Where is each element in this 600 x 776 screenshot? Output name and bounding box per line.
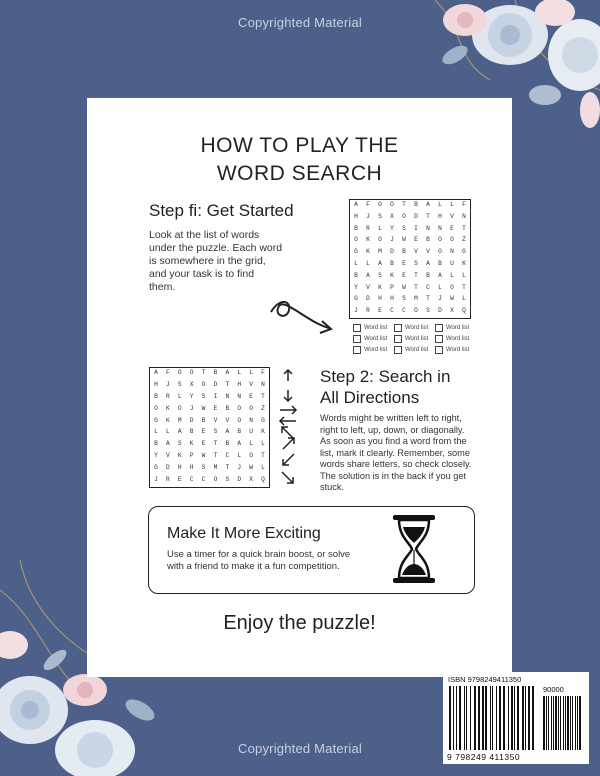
grid-letter[interactable]: J: [154, 476, 158, 484]
grid-letter[interactable]: T: [426, 212, 430, 220]
grid-letter[interactable]: Y: [354, 283, 358, 291]
grid-letter[interactable]: E: [450, 224, 454, 232]
grid-letter[interactable]: Y: [189, 392, 194, 400]
grid-letter[interactable]: N: [462, 212, 466, 220]
grid-letter[interactable]: J: [438, 295, 442, 303]
grid-letter[interactable]: R: [366, 224, 370, 232]
grid-letter[interactable]: P: [189, 452, 194, 460]
step2-heading-line: Step 2: Search in: [320, 367, 451, 386]
grid-letter[interactable]: K: [378, 283, 382, 291]
grid-letter[interactable]: C: [426, 283, 430, 291]
grid-letter[interactable]: R: [165, 392, 170, 400]
grid-letter[interactable]: L: [249, 440, 253, 448]
grid-letter[interactable]: H: [189, 464, 194, 472]
enjoy-text: Enjoy the puzzle!: [223, 612, 376, 634]
grid-letter[interactable]: T: [462, 224, 466, 232]
word-list-item[interactable]: Word list: [394, 333, 435, 344]
grid-letter[interactable]: L: [354, 260, 358, 267]
grid-letter[interactable]: W: [402, 283, 406, 291]
grid-letter[interactable]: C: [201, 476, 206, 484]
grid-letter[interactable]: V: [213, 416, 218, 424]
step1-heading: Step fi: Get Started: [149, 201, 294, 220]
grid-letter[interactable]: F: [462, 201, 466, 208]
grid-letter[interactable]: C: [189, 476, 194, 484]
grid-letter[interactable]: G: [354, 295, 358, 303]
word-list-item[interactable]: Word list: [394, 344, 435, 355]
grid-letter[interactable]: W: [450, 295, 454, 303]
grid-letter[interactable]: E: [378, 307, 382, 315]
step1-line: them.: [149, 281, 176, 293]
grid-letter[interactable]: L: [438, 201, 442, 208]
grid-letter[interactable]: T: [225, 464, 230, 472]
grid-letter[interactable]: T: [261, 392, 265, 400]
grid-letter[interactable]: W: [201, 404, 206, 412]
grid-letter[interactable]: O: [378, 236, 382, 244]
grid-letter[interactable]: B: [237, 428, 242, 436]
grid-letter[interactable]: H: [390, 295, 394, 303]
grid-letter[interactable]: I: [414, 224, 418, 232]
word-list-item[interactable]: Word list: [394, 322, 435, 333]
grid-letter[interactable]: V: [165, 452, 170, 460]
grid-letter[interactable]: H: [177, 464, 182, 472]
grid-letter[interactable]: S: [378, 271, 382, 279]
grid-letter[interactable]: M: [213, 464, 218, 472]
grid-letter[interactable]: N: [249, 416, 253, 424]
grid-letter[interactable]: D: [438, 307, 442, 315]
grid-letter[interactable]: N: [261, 380, 265, 388]
grid-letter[interactable]: E: [201, 440, 206, 448]
grid-letter[interactable]: L: [462, 271, 466, 279]
step2-line: As soon as you find a word from the: [320, 436, 467, 446]
step2-line: Words might be written left to right,: [320, 413, 462, 423]
grid-letter[interactable]: N: [426, 224, 430, 232]
grid-letter[interactable]: C: [390, 307, 394, 315]
excite-line: Use a timer for a quick brain boost, or solve: [167, 549, 351, 560]
grid-letter[interactable]: N: [225, 392, 230, 400]
grid-letter[interactable]: T: [462, 283, 466, 291]
step2-line: list, mark it clearly. Remember, some: [320, 447, 470, 458]
excite-line: with a friend to make it a fun competition.: [167, 561, 340, 572]
step1-line: Look at the list of words: [149, 229, 260, 241]
grid-letter[interactable]: S: [225, 476, 230, 484]
grid-letter[interactable]: T: [213, 440, 218, 448]
grid-letter[interactable]: B: [225, 440, 230, 448]
direction-arrows-icon: [277, 368, 299, 492]
grid-letter[interactable]: L: [378, 224, 382, 232]
grid-letter[interactable]: T: [402, 201, 406, 208]
grid-letter[interactable]: X: [450, 307, 454, 315]
hourglass-icon: [389, 513, 439, 585]
grid-letter[interactable]: N: [438, 224, 442, 232]
word-list: [353, 322, 476, 355]
grid-letter[interactable]: W: [249, 464, 253, 472]
word-list-item[interactable]: Word list: [435, 344, 476, 355]
title-line-2: WORD SEARCH: [216, 162, 383, 185]
grid-letter[interactable]: B: [354, 271, 358, 279]
grid-letter[interactable]: G: [261, 416, 265, 424]
grid-letter[interactable]: O: [438, 236, 442, 244]
grid-letter[interactable]: B: [414, 201, 418, 208]
grid-letter[interactable]: A: [154, 369, 158, 376]
grid-letter[interactable]: G: [462, 248, 466, 256]
grid-letter[interactable]: O: [450, 283, 454, 291]
grid-letter[interactable]: O: [213, 476, 218, 484]
step2-heading: [320, 366, 450, 408]
grid-letter[interactable]: Y: [154, 452, 158, 460]
grid-letter[interactable]: W: [402, 236, 406, 244]
grid-letter[interactable]: H: [237, 380, 242, 388]
grid-letter[interactable]: X: [390, 212, 394, 220]
grid-letter[interactable]: S: [378, 212, 382, 220]
grid-letter[interactable]: S: [201, 392, 206, 400]
grid-letter[interactable]: E: [201, 428, 206, 436]
grid-letter[interactable]: A: [426, 201, 430, 208]
checkbox[interactable]: [394, 335, 402, 343]
grid-letter[interactable]: L: [177, 392, 182, 400]
grid-letter[interactable]: S: [402, 224, 406, 232]
grid-letter[interactable]: K: [261, 428, 265, 436]
grid-letter[interactable]: K: [366, 236, 370, 244]
grid-letter[interactable]: B: [390, 260, 394, 267]
grid-letter[interactable]: J: [354, 307, 358, 315]
grid-letter[interactable]: F: [366, 201, 370, 208]
grid-letter[interactable]: X: [249, 476, 253, 484]
grid-letter[interactable]: E: [402, 271, 406, 279]
grid-letter[interactable]: L: [237, 452, 242, 460]
step2-line: words share letters, so check closely.: [320, 459, 472, 469]
grid-letter[interactable]: U: [249, 428, 253, 436]
grid-letter[interactable]: A: [225, 428, 230, 436]
excite-title: Make It More Exciting: [167, 525, 321, 542]
grid-letter[interactable]: O: [450, 236, 454, 244]
word-list-item[interactable]: Word list: [353, 322, 394, 333]
grid-letter[interactable]: L: [450, 201, 454, 208]
step1-text: [149, 229, 319, 294]
grid-letter[interactable]: O: [402, 212, 406, 220]
grid-letter[interactable]: T: [414, 271, 418, 279]
word-search-grid-1: [349, 199, 471, 319]
grid-letter[interactable]: Q: [462, 307, 466, 315]
grid-letter[interactable]: G: [354, 248, 358, 256]
checkbox[interactable]: [353, 324, 361, 332]
grid-letter[interactable]: L: [450, 271, 454, 279]
grid-letter[interactable]: R: [366, 307, 370, 315]
grid-letter[interactable]: Y: [390, 224, 394, 232]
grid-letter[interactable]: Z: [261, 404, 265, 412]
checkbox[interactable]: [435, 324, 443, 332]
grid-letter[interactable]: T: [201, 369, 206, 376]
grid-letter[interactable]: O: [237, 404, 242, 412]
grid-letter[interactable]: L: [438, 283, 442, 291]
instructions-panel: [87, 98, 512, 677]
step2-line: stuck.: [320, 482, 344, 492]
grid-letter[interactable]: I: [213, 392, 218, 400]
grid-letter[interactable]: O: [154, 404, 158, 412]
grid-letter[interactable]: B: [154, 392, 158, 400]
grid-letter[interactable]: M: [414, 295, 418, 303]
grid-letter[interactable]: A: [366, 271, 370, 279]
grid-letter[interactable]: S: [201, 464, 206, 472]
grid-letter[interactable]: O: [354, 236, 358, 244]
grid-letter[interactable]: E: [177, 476, 182, 484]
grid-letter[interactable]: J: [189, 404, 194, 412]
word-list-item[interactable]: Word list: [353, 333, 394, 344]
grid-letter[interactable]: V: [426, 248, 430, 256]
grid-letter[interactable]: H: [154, 380, 158, 388]
grid-letter[interactable]: D: [237, 476, 242, 484]
barcode-number: 9 798249 411350: [447, 752, 521, 762]
grid-letter[interactable]: L: [154, 428, 158, 436]
watermark-bottom: Copyrighted Material: [238, 741, 362, 756]
grid-letter[interactable]: O: [201, 380, 206, 388]
grid-letter[interactable]: C: [402, 307, 406, 315]
grid-letter[interactable]: D: [189, 416, 194, 424]
grid-letter[interactable]: A: [237, 440, 242, 448]
grid-letter[interactable]: O: [438, 248, 442, 256]
grid-letter[interactable]: B: [225, 404, 230, 412]
grid-letter[interactable]: L: [366, 260, 370, 267]
word-list-item[interactable]: Word list: [435, 322, 476, 333]
grid-letter[interactable]: A: [378, 260, 382, 267]
grid-letter[interactable]: T: [414, 283, 418, 291]
grid-letter[interactable]: S: [177, 440, 182, 448]
grid-letter[interactable]: K: [165, 404, 170, 412]
title-line-1: HOW TO PLAY THE: [200, 134, 399, 157]
word-list-item[interactable]: Word list: [435, 333, 476, 344]
grid-letter[interactable]: L: [165, 428, 170, 436]
grid-letter[interactable]: E: [414, 236, 418, 244]
grid-letter[interactable]: W: [201, 452, 206, 460]
excite-text: [167, 549, 367, 573]
grid-letter[interactable]: V: [414, 248, 418, 256]
step2-line: The solution is in the back if you get: [320, 470, 467, 481]
grid-letter[interactable]: G: [154, 464, 158, 472]
grid-letter[interactable]: L: [261, 440, 265, 448]
grid-letter[interactable]: L: [462, 295, 466, 303]
grid-letter[interactable]: S: [414, 260, 418, 267]
grid-letter[interactable]: N: [237, 392, 242, 400]
grid-letter[interactable]: J: [390, 236, 394, 244]
grid-letter[interactable]: D: [213, 380, 218, 388]
checkbox[interactable]: [394, 324, 402, 332]
grid-letter[interactable]: S: [402, 295, 406, 303]
page-title: [87, 132, 512, 188]
step2-line: right to left, up, down, or diagonally.: [320, 424, 465, 435]
grid-letter[interactable]: R: [165, 476, 170, 484]
grid-letter[interactable]: V: [249, 380, 253, 388]
grid-letter[interactable]: A: [165, 440, 170, 448]
grid-letter[interactable]: K: [462, 260, 466, 267]
grid-letter[interactable]: E: [402, 260, 406, 267]
grid-letter[interactable]: J: [366, 212, 370, 220]
grid-letter[interactable]: P: [390, 283, 394, 291]
grid-letter[interactable]: N: [450, 248, 454, 256]
grid-letter[interactable]: O: [177, 369, 182, 376]
grid-letter[interactable]: K: [390, 271, 394, 279]
grid-letter[interactable]: A: [354, 201, 358, 208]
checkbox[interactable]: [435, 346, 443, 354]
grid-letter[interactable]: U: [450, 260, 454, 267]
checkbox[interactable]: [394, 346, 402, 354]
grid-letter[interactable]: D: [366, 295, 370, 303]
grid-letter[interactable]: V: [366, 283, 370, 291]
grid-letter[interactable]: D: [414, 212, 418, 220]
grid-letter[interactable]: O: [249, 452, 253, 460]
word-list-item[interactable]: Word list: [353, 344, 394, 355]
checkbox[interactable]: [353, 335, 361, 343]
grid-letter[interactable]: T: [225, 380, 230, 388]
grid-letter[interactable]: J: [237, 464, 242, 472]
grid-letter[interactable]: K: [165, 416, 170, 424]
grid-letter[interactable]: F: [165, 369, 170, 376]
grid-letter[interactable]: A: [225, 369, 230, 376]
grid-letter[interactable]: T: [426, 295, 430, 303]
grid-letter[interactable]: O: [414, 307, 418, 315]
step1-line: is somewhere in the grid,: [149, 255, 266, 267]
step2-heading-line: All Directions: [320, 388, 420, 407]
grid-letter[interactable]: D: [390, 248, 394, 256]
grid-letter[interactable]: B: [402, 248, 406, 256]
grid-letter[interactable]: B: [426, 236, 430, 244]
grid-letter[interactable]: V: [225, 416, 230, 424]
grid-letter[interactable]: A: [438, 271, 442, 279]
grid-letter[interactable]: K: [177, 452, 182, 460]
step2-text: [320, 413, 510, 494]
grid-letter[interactable]: L: [249, 369, 253, 376]
grid-letter[interactable]: S: [177, 380, 182, 388]
grid-letter[interactable]: S: [213, 428, 218, 436]
grid-letter[interactable]: O: [249, 404, 253, 412]
make-it-exciting-box: [148, 506, 475, 594]
grid-letter[interactable]: T: [261, 452, 265, 460]
grid-letter[interactable]: E: [213, 404, 218, 412]
grid-letter[interactable]: M: [378, 248, 382, 256]
grid-letter[interactable]: B: [189, 428, 194, 436]
grid-letter[interactable]: B: [426, 271, 430, 279]
grid-letter[interactable]: B: [438, 260, 442, 267]
grid-letter[interactable]: V: [450, 212, 454, 220]
grid-letter[interactable]: E: [249, 392, 253, 400]
grid-letter[interactable]: B: [201, 416, 206, 424]
grid-letter[interactable]: S: [426, 307, 430, 315]
grid-letter[interactable]: K: [366, 248, 370, 256]
grid-letter[interactable]: Q: [261, 476, 265, 484]
grid-letter[interactable]: L: [237, 369, 242, 376]
grid-letter[interactable]: O: [390, 201, 394, 208]
grid-letter[interactable]: X: [189, 380, 194, 388]
grid-letter[interactable]: O: [177, 404, 182, 412]
step1-line: under the puzzle. Each word: [149, 242, 283, 254]
grid-letter[interactable]: M: [177, 416, 182, 424]
grid-letter[interactable]: G: [154, 416, 158, 424]
grid-letter[interactable]: O: [189, 369, 194, 376]
grid-letter[interactable]: T: [213, 452, 218, 460]
checkbox[interactable]: [435, 335, 443, 343]
grid-letter[interactable]: A: [426, 260, 430, 267]
grid-letter[interactable]: K: [189, 440, 194, 448]
grid-letter[interactable]: O: [237, 416, 242, 424]
grid-letter[interactable]: H: [438, 212, 442, 220]
grid-letter[interactable]: O: [378, 201, 382, 208]
word-search-grid-2: [149, 367, 270, 488]
checkbox[interactable]: [353, 346, 361, 354]
isbn-label: ISBN 9798249411350: [448, 675, 522, 684]
curly-arrow-icon: [267, 294, 337, 336]
grid-letter[interactable]: L: [261, 464, 265, 472]
grid-letter[interactable]: H: [354, 212, 358, 220]
grid-letter[interactable]: D: [165, 464, 170, 472]
grid-letter[interactable]: Z: [462, 236, 466, 244]
step1-line: and your task is to find: [149, 268, 255, 280]
price-code: 90000: [543, 685, 564, 694]
grid-letter[interactable]: B: [354, 224, 358, 232]
grid-letter[interactable]: A: [177, 428, 182, 436]
grid-letter[interactable]: H: [378, 295, 382, 303]
grid-letter[interactable]: B: [154, 440, 158, 448]
grid-letter[interactable]: F: [261, 369, 265, 376]
grid-letter[interactable]: C: [225, 452, 230, 460]
grid-letter[interactable]: J: [165, 380, 170, 388]
watermark-top: Copyrighted Material: [238, 15, 362, 30]
grid-letter[interactable]: B: [213, 369, 218, 376]
